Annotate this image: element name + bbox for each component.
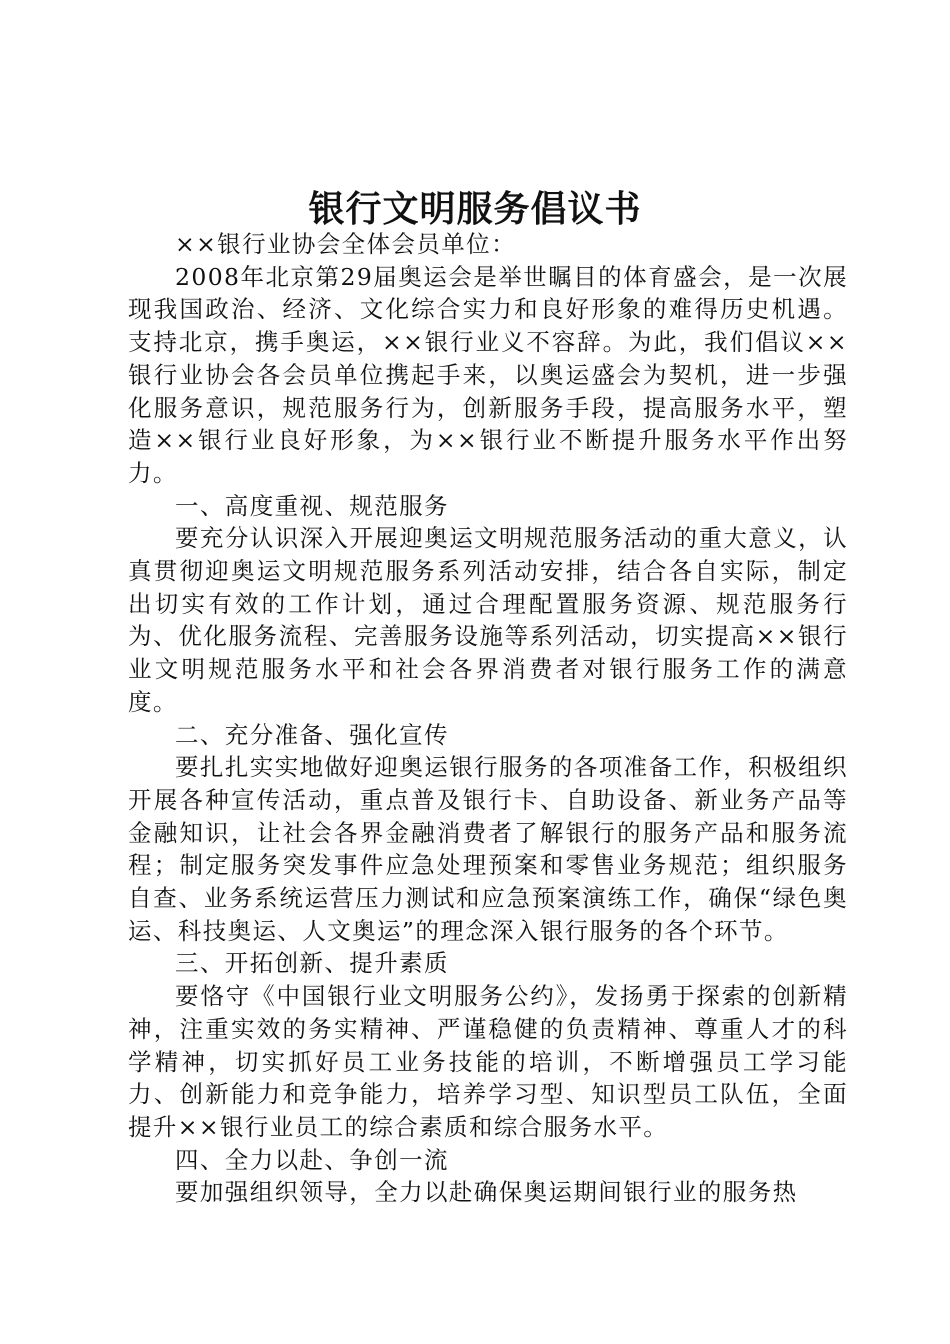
intro-paragraph: 2008年北京第29届奥运会是举世瞩目的体育盛会，是一次展现我国政治、经济、文化综合实力和良好形象的难得历史机遇。支持北京，携手奥运，××银行业义不容辞。为此，我们倡议××银行业协会各会员单位携起手来，以奥运盛会为契机，进一步强化服务意识，规范服务行为，创新服务手段，提高服务水平，塑造××银行业良好形象，为××银行业不断提升服务水平作出努力。 <box>128 262 848 487</box>
section-paragraph-2: 要扎扎实实地做好迎奥运银行服务的各项准备工作，积极组织开展各种宣传活动，重点普及银行卡、自助设备、新业务产品等金融知识，让社会各界金融消费者了解银行的服务产品和服务流程；制定服务突发事件应急处理预案和零售业务规范；组织服务自查、业务系统运营压力测试和应急预案演练工作，确保“绿色奥运、科技奥运、人文奥运”的理念深入银行服务的各个环节。 <box>128 753 848 945</box>
section-heading-3: 三、开拓创新、提升素质 <box>175 949 449 978</box>
document-body <box>128 228 848 1209</box>
section-heading-4: 四、全力以赴、争创一流 <box>175 1145 449 1174</box>
section-paragraph-4: 要加强组织领导，全力以赴确保奥运期间银行业的服务热 <box>175 1178 798 1207</box>
section-paragraph-1: 要充分认识深入开展迎奥运文明规范服务活动的重大意义，认真贯彻迎奥运文明规范服务系列活动安排，结合各自实际，制定出切实有效的工作计划，通过合理配置服务资源、规范服务行为、优化服务流程、完善服务设施等系列活动，切实提高××银行业文明规范服务水平和社会各界消费者对银行服务工作的满意度。 <box>128 524 848 716</box>
salutation: ××银行业协会全体会员单位： <box>175 230 516 258</box>
section-heading-1: 一、高度重视、规范服务 <box>175 491 449 520</box>
section-paragraph-3: 要恪守《中国银行业文明服务公约》，发扬勇于探索的创新精神，注重实效的务实精神、严谨稳健的负责精神、尊重人才的科学精神，切实抓好员工业务技能的培训，不断增强员工学习能力、创新能力和竞争能力，培养学习型、知识型员工队伍，全面提升××银行业员工的综合素质和综合服务水平。 <box>128 982 848 1141</box>
section-heading-2: 二、充分准备、强化宣传 <box>175 720 449 749</box>
document-title: 银行文明服务倡议书 <box>308 188 642 230</box>
